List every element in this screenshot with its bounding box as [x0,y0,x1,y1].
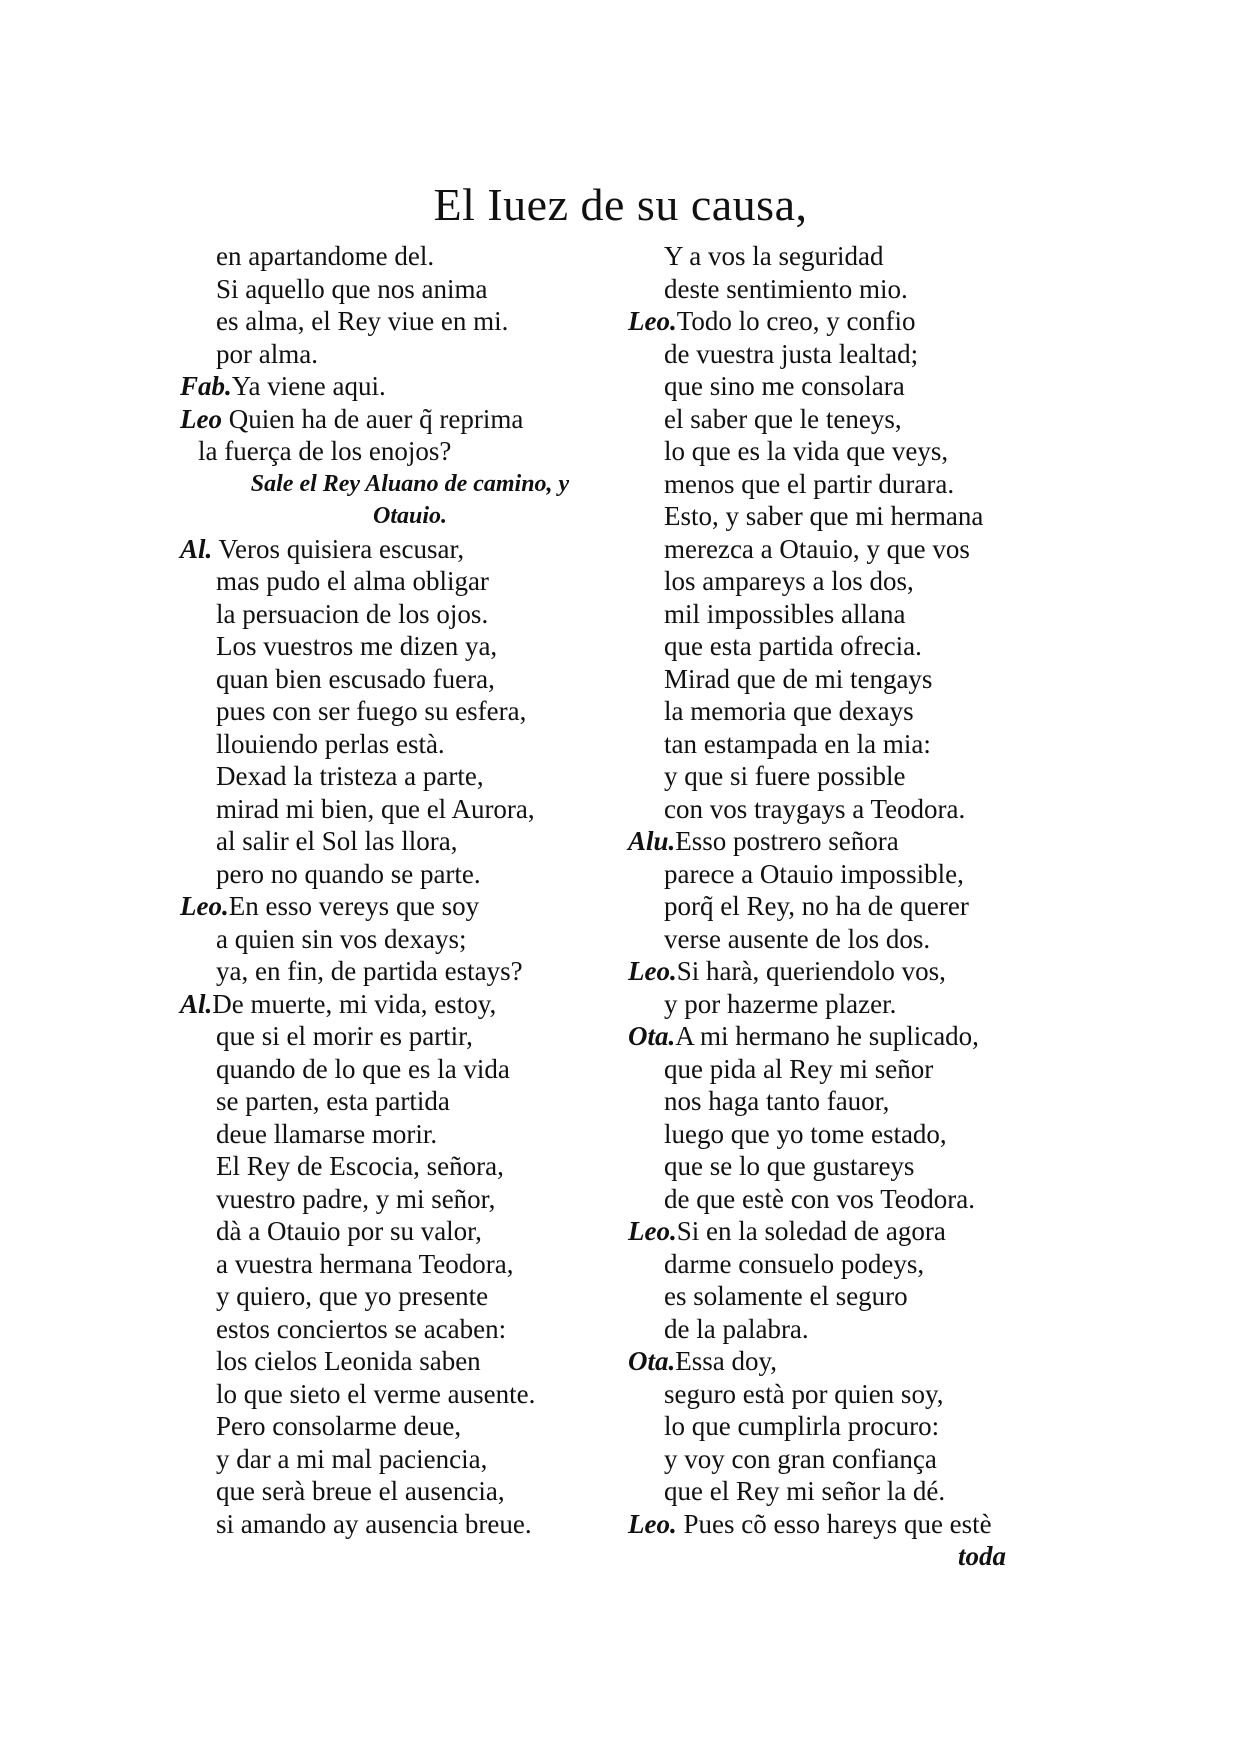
verse-text: Si harà, queriendolo vos, [676,956,946,986]
verse-line [180,1150,640,1183]
verse-line [180,1378,640,1411]
verse-text: y que si fuere possible [664,761,906,791]
speaker-label: Ota. [628,1021,676,1051]
speaker-label: Al. [180,533,213,564]
verse-text: por alma. [216,338,318,369]
speaker-label: Leo. [628,1508,677,1539]
verse-line [180,858,640,891]
verse-text: Ya viene aqui. [231,371,386,401]
verse-line [628,1378,1058,1411]
verse-text: Todo lo creo, y confio [676,306,916,336]
verse-line [628,403,1058,436]
dialogue-line-with-speaker [628,1020,1058,1053]
verse-text: En esso vereys que soy [228,891,480,921]
verse-text: a vuestra hermana Teodora, [216,1248,514,1279]
verse-text: de que estè con vos Teodora. [664,1183,976,1214]
speaker-label: Ota. [628,1346,676,1376]
dialogue-line-with-speaker [180,533,640,566]
verse-text: tan estampada en la mia: [664,728,931,759]
verse-line [628,1053,1058,1086]
verse-text: los cielos Leonida saben [216,1346,481,1376]
verse-line [180,695,640,728]
verse-line [628,338,1058,371]
verse-text: en apartandome del. [216,241,435,271]
verse-text: menos que el partir durara. [664,468,955,499]
verse-line [180,793,640,826]
verse-text: Esto, y saber que mi hermana [664,501,984,531]
verse-line [628,760,1058,793]
verse-text: los ampareys a los dos, [664,566,914,596]
verse-line [180,825,640,858]
verse-text: mirad mi bien, que el Aurora, [216,793,535,824]
verse-text: que el Rey mi señor la dé. [664,1476,946,1506]
verse-line [180,1215,640,1248]
verse-line [180,273,640,306]
verse-line [628,1183,1058,1216]
verse-text: luego que yo tome estado, [664,1118,947,1149]
verse-text: Si en la soledad de agora [676,1216,946,1246]
verse-text: verse ausente de los dos. [664,923,931,954]
catchword: toda [958,1541,1007,1571]
verse-line [628,793,1058,826]
verse-line [628,598,1058,631]
verse-text: pues con ser fuego su esfera, [216,696,527,726]
verse-line [628,988,1058,1021]
speaker-label: Leo. [628,956,677,986]
verse-line [628,923,1058,956]
verse-text: Dexad la tristeza a parte, [216,761,484,791]
verse-line [180,1085,640,1118]
verse-line [180,1475,640,1508]
verse-line [180,663,640,696]
verse-text: la memoria que dexays [664,696,914,726]
verse-line [628,1150,1058,1183]
verse-line [180,338,640,371]
verse-text: Mirad que de mi tengays [664,663,933,694]
verse-text: quando de lo que es la vida [216,1053,510,1084]
verse-line [180,1053,640,1086]
verse-text: que se lo que gustareys [664,1151,915,1181]
verse-text: ya, en fin, de partida estays? [216,956,523,986]
verse-line [628,1313,1058,1346]
verse-line [628,1248,1058,1281]
verse-text: parece a Otauio impossible, [664,858,964,889]
speaker-label: Leo. [628,1216,677,1246]
verse-line [180,728,640,761]
verse-line [628,370,1058,403]
verse-line [628,630,1058,663]
verse-text: y por hazerme plazer. [664,988,897,1019]
verse-line [628,858,1058,891]
verse-text: nos haga tanto fauor, [664,1086,890,1116]
verse-text: de vuestra justa lealtad; [664,338,919,369]
verse-line [628,500,1058,533]
verse-text: que sino me consolara [664,371,905,401]
verse-line [180,1313,640,1346]
verse-text: Pero consolarme deue, [216,1411,462,1441]
dialogue-line-with-speaker [180,370,640,403]
verse-text: el saber que le teneys, [664,403,902,434]
verse-line [628,1118,1058,1151]
verse-line [628,565,1058,598]
verse-line [628,663,1058,696]
verse-text: a quien sin vos dexays; [216,923,467,954]
verse-text: que pida al Rey mi señor [664,1053,934,1084]
verse-text: Y a vos la seguridad [664,241,884,271]
verse-text: De muerte, mi vida, estoy, [212,988,497,1019]
verse-text: y dar a mi mal paciencia, [216,1443,488,1474]
verse-line [628,1410,1058,1443]
verse-line [180,1443,640,1476]
verse-text: lo que cumplirla procuro: [664,1411,940,1441]
speaker-label: Leo. [180,891,229,921]
verse-text: Si aquello que nos anima [216,273,488,304]
dialogue-line-with-speaker [628,1215,1058,1248]
verse-text: darme consuelo podeys, [664,1248,925,1279]
verse-line [180,565,640,598]
dialogue-line-with-speaker [628,825,1058,858]
verse-text: estos conciertos se acaben: [216,1313,507,1344]
verse-line [628,240,1058,273]
verse-text: lo que sieto el verme ausente. [216,1378,536,1409]
verse-line [628,468,1058,501]
verse-text: pero no quando se parte. [216,858,481,889]
verse-text: y quiero, que yo presente [216,1281,489,1311]
verse-line [180,1020,640,1053]
right-column [628,240,1058,1573]
verse-text: seguro està por quien soy, [664,1378,944,1409]
verse-line [180,1280,640,1313]
verse-line [180,1118,640,1151]
stage-direction: Otauio. [372,503,447,529]
dialogue-line-with-speaker [628,955,1058,988]
verse-text: El Rey de Escocia, señora, [216,1151,504,1181]
verse-line [180,1248,640,1281]
verse-text: se parten, esta partida [216,1086,450,1116]
verse-line [628,273,1058,306]
verse-text: merezca a Otauio, y que vos [664,533,970,564]
dialogue-line-with-speaker [628,1508,1058,1541]
verse-text: mas pudo el alma obligar [216,566,489,596]
verse-text: A mi hermano he suplicado, [675,1021,979,1051]
verse-text: vuestro padre, y mi señor, [216,1183,496,1214]
verse-text: Los vuestros me dizen ya, [216,631,498,661]
verse-line [180,1410,640,1443]
verse-text: deste sentimiento mio. [664,273,908,304]
verse-line [180,1345,640,1378]
verse-line [628,435,1058,468]
left-column [180,240,640,1540]
running-header: El Iuez de su causa, [433,179,808,230]
verse-line [180,305,640,338]
verse-line [180,598,640,631]
verse-text: lo que es la vida que veys, [664,436,949,466]
verse-text: Pues cõ esso hareys que estè [676,1508,992,1539]
verse-line [180,760,640,793]
verse-text: deue llamarse morir. [216,1118,438,1149]
verse-text: Quien ha de auer q̃ reprima [221,403,524,434]
dialogue-line-with-speaker [180,988,640,1021]
verse-text: es solamente el seguro [664,1281,908,1311]
speaker-label: Leo [180,403,222,434]
verse-line [628,695,1058,728]
verse-line [628,533,1058,566]
verse-line [628,1085,1058,1118]
verse-text: quan bien escusado fuera, [216,663,495,694]
verse-text: Essa doy, [675,1346,777,1376]
verse-text: Esso postrero señora [675,826,899,856]
speaker-label: Leo. [628,306,677,336]
verse-text: que si el morir es partir, [216,1021,473,1051]
verse-line [628,728,1058,761]
verse-text: y voy con gran confiança [664,1443,937,1474]
verse-text: si amando ay ausencia breue. [216,1508,532,1539]
verse-text: de la palabra. [664,1313,809,1344]
dialogue-line-with-speaker [628,1345,1058,1378]
verse-line [180,923,640,956]
speaker-label: Alu. [628,826,676,856]
verse-text: la fuerça de los enojos? [198,436,452,466]
speaker-label: Al. [180,988,213,1019]
verse-line [628,1280,1058,1313]
verse-text: porq̃ el Rey, no ha de querer [664,891,969,921]
verse-text: es alma, el Rey viue en mi. [216,306,509,336]
verse-line [180,435,640,468]
dialogue-line-with-speaker [180,403,640,436]
verse-text: mil impossibles allana [664,598,906,629]
dialogue-line-with-speaker [628,305,1058,338]
verse-text: que esta partida ofrecia. [664,631,922,661]
stage-direction: Sale el Rey Aluano de camino, y [250,470,570,497]
verse-text: al salir el Sol las llora, [216,826,458,856]
verse-text: llouiendo perlas està. [216,728,445,759]
verse-line [628,1475,1058,1508]
verse-text: con vos traygays a Teodora. [664,793,966,824]
verse-line [180,1183,640,1216]
verse-text: Veros quisiera escusar, [212,533,465,564]
verse-line [628,1443,1058,1476]
verse-line [180,955,640,988]
verse-text: que serà breue el ausencia, [216,1476,505,1506]
verse-text: la persuacion de los ojos. [216,598,489,629]
verse-line [180,1508,640,1541]
verse-line [180,630,640,663]
verse-line [628,890,1058,923]
speaker-label: Fab. [180,371,232,401]
verse-text: dà a Otauio por su valor, [216,1216,482,1246]
dialogue-line-with-speaker [180,890,640,923]
verse-line [180,240,640,273]
